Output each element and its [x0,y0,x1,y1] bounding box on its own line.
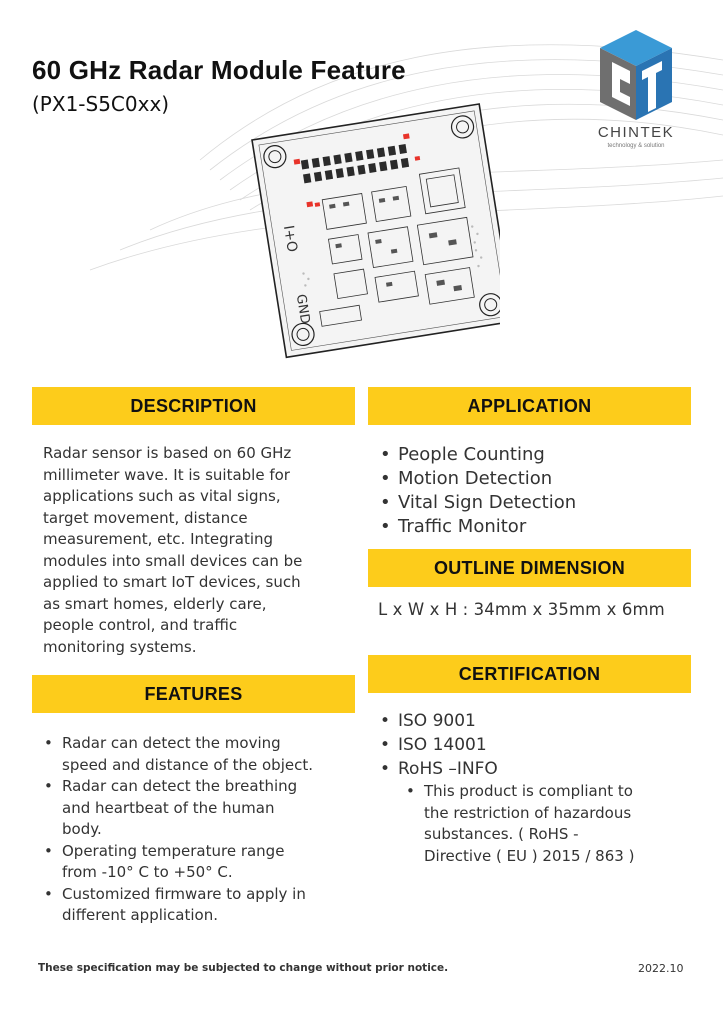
feature-line: speed and distance of the object. [62,755,314,774]
list-item: • ISO 14001 [372,733,687,757]
list-item: • Motion Detection [372,467,687,491]
list-item: • Vital Sign Detection [372,491,687,515]
document-date: 2022.10 [638,962,684,975]
list-item [372,757,687,867]
description-line: applied to smart IoT devices, such [43,573,301,591]
disclaimer-note: These specification may be subjected to change without prior notice. [38,962,449,974]
description-heading: DESCRIPTION [32,387,355,425]
radar-module-board-image [240,100,500,370]
list-item [36,841,356,884]
description-line: millimeter wave. It is suitable for [43,465,290,484]
feature-line: • Customized firmware to apply in [62,884,306,903]
list-item [36,733,356,776]
feature-line: • Radar can detect the moving [62,734,281,752]
feature-line: • Operating temperature range [62,841,285,860]
description-text [43,443,348,658]
description-line: people control, and traffic [43,616,238,634]
silk-label-io: I+O [279,224,300,254]
brand-name: CHINTEK [597,124,675,141]
feature-line: from -10° C to +50° C. [62,863,233,881]
description-line: applications such as vital signs, [43,487,281,505]
description-line: monitoring systems. [43,637,197,656]
feature-line: and heartbeat of the human [62,798,275,817]
description-line: Radar sensor is based on 60 GHz [43,444,292,462]
features-heading: FEATURES [32,675,355,713]
list-item [36,776,356,841]
list-item [398,781,687,867]
features-list [36,733,356,927]
rohs-line: substances. ( RoHS - [424,825,579,843]
page-title: 60 GHz Radar Module Feature [32,55,406,85]
rohs-line: the restriction of hazardous [424,803,632,822]
rohs-label: RoHS –INFO [398,759,498,779]
silk-label-gnd: GND [292,293,313,325]
application-heading: APPLICATION [368,387,691,425]
certification-list [372,709,687,867]
description-line: modules into small devices can be [43,551,303,570]
list-item: • ISO 9001 [372,709,687,733]
list-item: • Traffic Monitor [372,515,687,539]
outline-dimension-heading: OUTLINE DIMENSION [368,549,691,587]
rohs-line: • This product is compliant to [424,782,633,800]
feature-line: • Radar can detect the breathing [62,777,298,795]
feature-line: body. [62,820,102,838]
rohs-sublist [398,781,687,867]
rohs-line: Directive ( EU ) 2015 / 863 ) [424,846,635,865]
application-list [372,443,687,539]
page-subtitle: (PX1-S5C0xx) [32,92,170,116]
feature-line: different application. [62,906,218,924]
description-line: measurement, etc. Integrating [43,530,274,548]
list-item [36,884,356,927]
description-line: as smart homes, elderly care, [43,594,267,613]
certification-heading: CERTIFICATION [368,655,691,693]
description-line: target movement, distance [43,508,248,527]
list-item: • People Counting [372,443,687,467]
outline-dimension-text: L x W x H : 34mm x 35mm x 6mm [378,600,665,619]
brand-tagline: technology & solution [607,143,665,149]
